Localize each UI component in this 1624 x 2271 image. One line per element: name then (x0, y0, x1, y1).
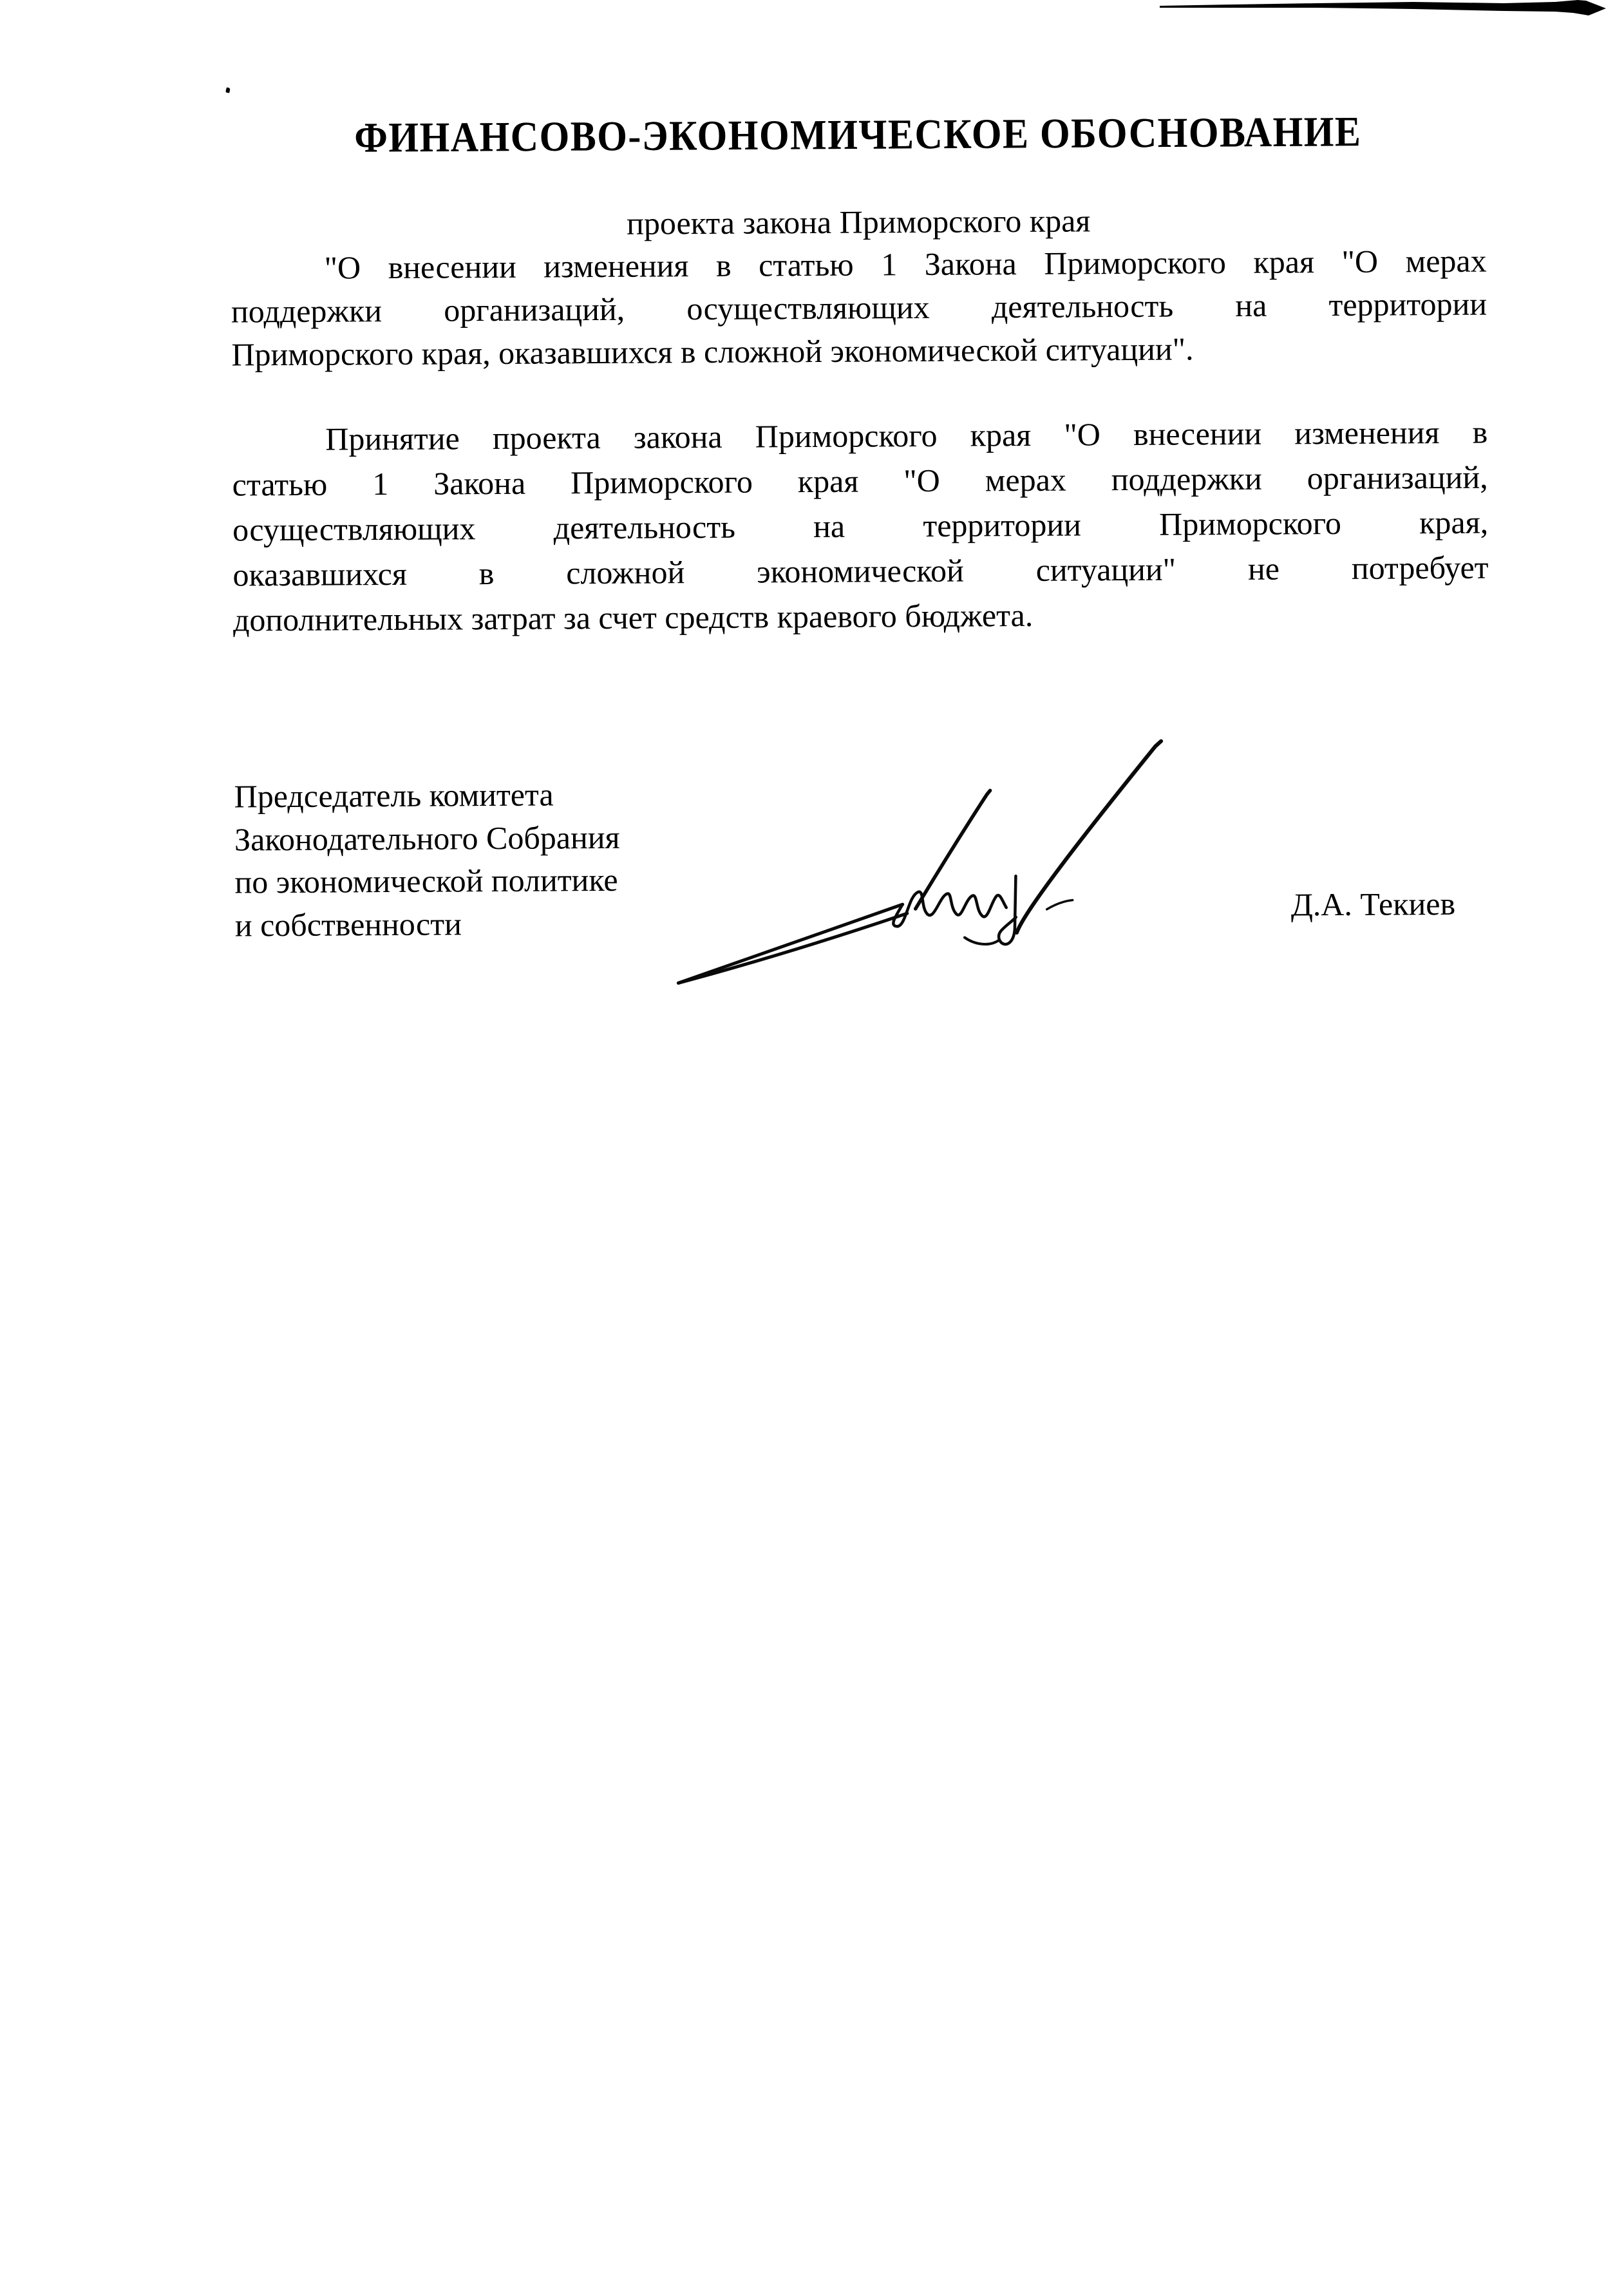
signer-position-line: Законодательного Собрания (234, 819, 620, 857)
paragraph-justification (232, 410, 1489, 643)
paragraph-line: "О внесении изменения в статью 1 Закона Приморского края "О мерах (324, 242, 1487, 286)
signer-name: Д.А. Текиев (1290, 885, 1456, 923)
signer-position-line: и собственности (234, 905, 462, 943)
paragraph-line: оказавшихся в сложной экономической ситуации" не потребует (232, 549, 1489, 593)
signer-position-block (234, 772, 724, 947)
paragraph-line: Принятие проекта закона Приморского края "О внесении изменения в (325, 413, 1488, 457)
paragraph-line: поддержки организаций, осуществляющих деятельность на территории (231, 285, 1487, 330)
signer-position-line: по экономической политике (234, 861, 618, 900)
signer-position-line: Председатель комитета (234, 776, 554, 815)
document-subtitle: проекта закона Приморского края (626, 202, 1091, 242)
paragraph-line: осуществляющих деятельность на территории Приморского края, (232, 504, 1489, 548)
paragraph-line: Приморского края, оказавшихся в сложной экономической ситуации". (231, 330, 1194, 373)
paragraph-line: статью 1 Закона Приморского края "О мерах поддержки организаций, (232, 459, 1488, 503)
paragraph-line: дополнительных затрат за счет средств краевого бюджета. (232, 596, 1034, 638)
handwritten-signature (662, 723, 1179, 1003)
document-title: ФИНАНСОВО-ЭКОНОМИЧЕСКОЕ ОБОСНОВАНИЕ (354, 108, 1362, 162)
paragraph-law-name (231, 240, 1487, 377)
